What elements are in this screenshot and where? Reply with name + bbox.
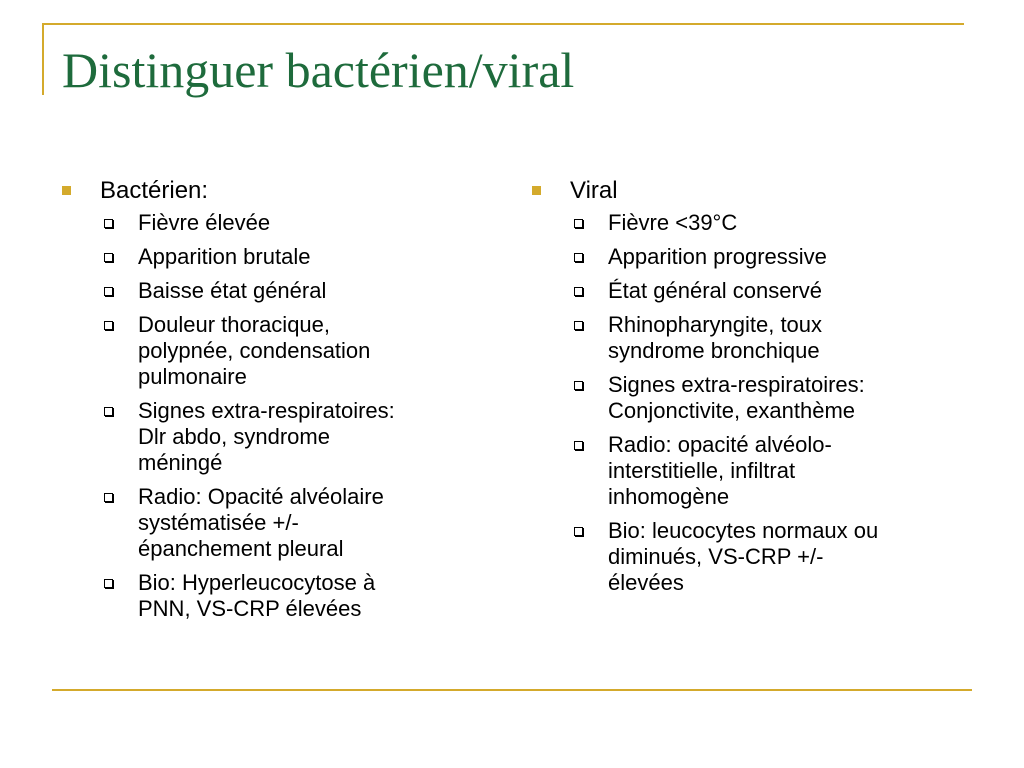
list-item xyxy=(532,518,972,596)
square-bullet-icon xyxy=(62,186,71,195)
list-item-text: Douleur thoracique, xyxy=(138,312,331,337)
hollow-square-bullet-icon xyxy=(104,321,113,330)
list-item xyxy=(62,312,492,390)
viral-criteria-list xyxy=(532,210,972,596)
list-item-text: Apparition progressive xyxy=(608,244,827,269)
list-item xyxy=(532,312,972,364)
hollow-square-bullet-icon xyxy=(574,381,583,390)
list-item-text: Conjonctivite, exanthème xyxy=(608,398,856,423)
list-item-text: Signes extra-respiratoires: xyxy=(138,398,395,423)
list-item-text: diminués, VS-CRP +/- xyxy=(608,544,824,569)
bottom-frame-line xyxy=(52,689,972,691)
hollow-square-bullet-icon xyxy=(574,321,583,330)
list-item-text: inhomogène xyxy=(608,484,730,509)
list-item xyxy=(62,570,492,622)
list-item-text: Bio: leucocytes normaux ou xyxy=(608,518,879,543)
bacterial-column xyxy=(62,176,492,630)
list-item-text: Dlr abdo, syndrome xyxy=(138,424,330,449)
list-item xyxy=(532,432,972,510)
bacterial-criteria-list xyxy=(62,210,492,622)
bacterial-heading-item xyxy=(62,176,492,206)
list-item-text: interstitielle, infiltrat xyxy=(608,458,796,483)
hollow-square-bullet-icon xyxy=(574,441,583,450)
list-item xyxy=(532,372,972,424)
list-item-text: Radio: opacité alvéolo- xyxy=(608,432,832,457)
list-item-text: PNN, VS-CRP élevées xyxy=(138,596,362,621)
hollow-square-bullet-icon xyxy=(104,253,113,262)
list-item-text: Fièvre élevée xyxy=(138,210,271,235)
list-item-text: polypnée, condensation xyxy=(138,338,371,363)
list-item-text: épanchement pleural xyxy=(138,536,344,561)
list-item xyxy=(532,244,972,270)
viral-column xyxy=(532,176,972,604)
list-item-text: Baisse état général xyxy=(138,278,327,303)
list-item-text: pulmonaire xyxy=(138,364,247,389)
hollow-square-bullet-icon xyxy=(104,579,113,588)
list-item xyxy=(62,210,492,236)
list-item-text: État général conservé xyxy=(608,278,823,303)
list-item-text: Rhinopharyngite, toux xyxy=(608,312,823,337)
hollow-square-bullet-icon xyxy=(574,253,583,262)
viral-heading-item xyxy=(532,176,972,206)
top-frame-line xyxy=(42,23,964,25)
list-item xyxy=(62,278,492,304)
slide-title: Distinguer bactérien/viral xyxy=(62,42,575,98)
hollow-square-bullet-icon xyxy=(104,493,113,502)
list-item xyxy=(62,398,492,476)
left-frame-line xyxy=(42,23,44,95)
hollow-square-bullet-icon xyxy=(574,287,583,296)
list-item-text: Apparition brutale xyxy=(138,244,311,269)
list-item-text: syndrome bronchique xyxy=(608,338,820,363)
hollow-square-bullet-icon xyxy=(574,527,583,536)
list-item-text: élevées xyxy=(608,570,684,595)
list-item xyxy=(62,244,492,270)
list-item-text: Bio: Hyperleucocytose à xyxy=(138,570,376,595)
list-item-text: méningé xyxy=(138,450,223,475)
bacterial-heading: Bactérien: xyxy=(100,177,209,204)
list-item-text: Signes extra-respiratoires: xyxy=(608,372,865,397)
list-item xyxy=(532,210,972,236)
list-item-text: Radio: Opacité alvéolaire xyxy=(138,484,384,509)
hollow-square-bullet-icon xyxy=(574,219,583,228)
hollow-square-bullet-icon xyxy=(104,407,113,416)
list-item xyxy=(62,484,492,562)
viral-heading: Viral xyxy=(570,177,618,204)
list-item xyxy=(532,278,972,304)
list-item-text: systématisée +/- xyxy=(138,510,299,535)
list-item-text: Fièvre <39°C xyxy=(608,210,738,235)
square-bullet-icon xyxy=(532,186,541,195)
hollow-square-bullet-icon xyxy=(104,219,113,228)
hollow-square-bullet-icon xyxy=(104,287,113,296)
